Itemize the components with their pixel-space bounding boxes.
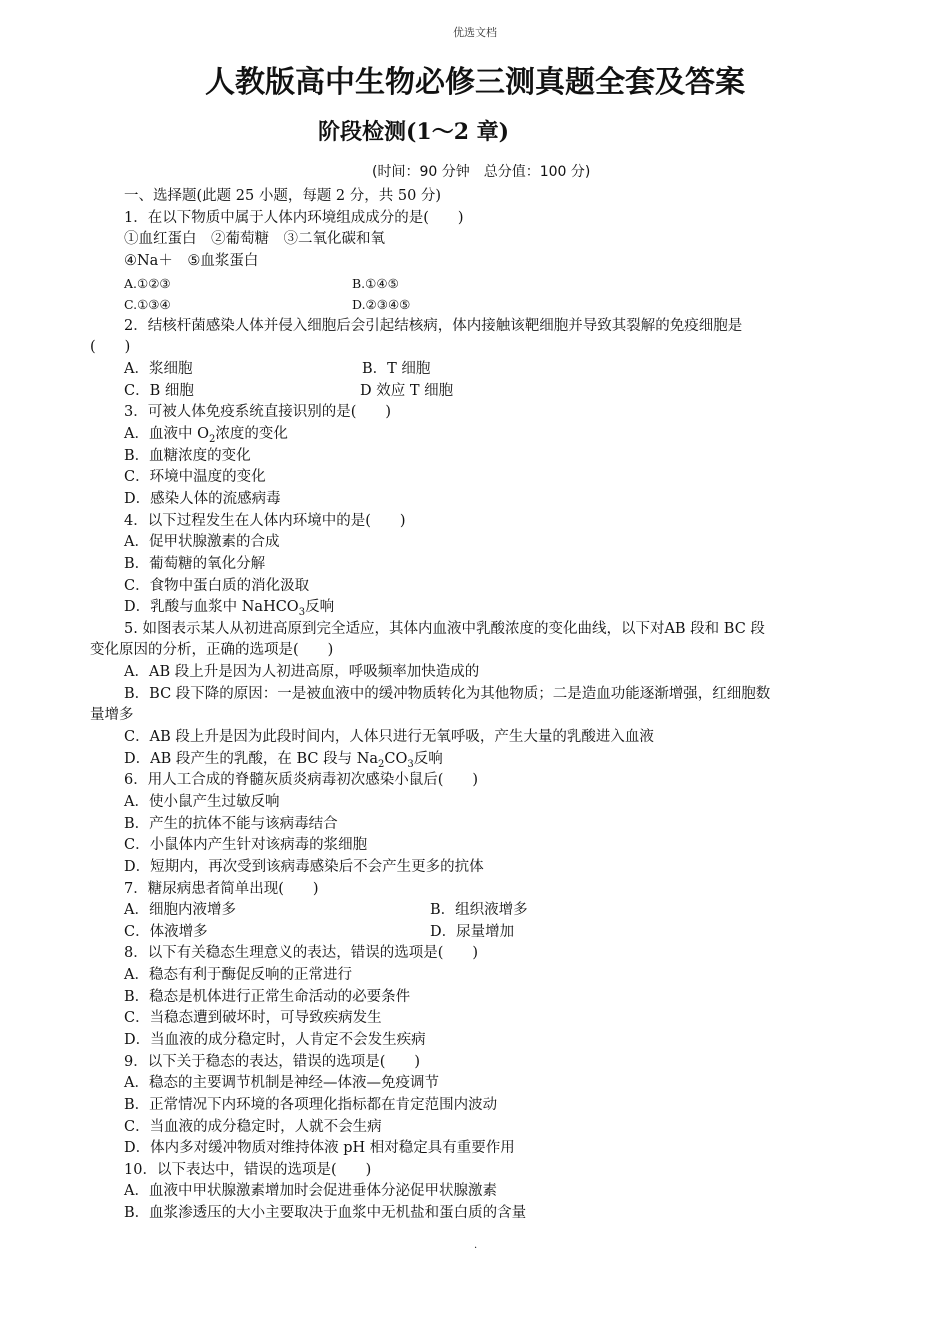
option-c: C．B 细胞 xyxy=(124,382,194,399)
question-9-stem: 9．以下关于稳态的表达，错误的选项是( ) xyxy=(124,1053,421,1070)
question-8-stem: 8．以下有关稳态生理意义的表达，错误的选项是( ) xyxy=(124,945,479,962)
option-c: C．食物中蛋白质的消化汲取 xyxy=(124,577,310,594)
option-d: D 效应 T 细胞 xyxy=(360,382,454,399)
sub-title: 阶段检测(1～2 章) xyxy=(318,119,510,145)
exam-meta: (时间：90 分钟 总分值：100 分) xyxy=(372,164,591,180)
option-a-text: A．血液中 O xyxy=(124,426,209,443)
question-6-stem: 6．用人工合成的脊髓灰质炎病毒初次感染小鼠后( ) xyxy=(124,772,479,789)
option-b: B．T 细胞 xyxy=(362,361,431,378)
question-1-items: ④Na＋ ⑤血浆蛋白 xyxy=(124,252,259,269)
option-b: B．血糖浓度的变化 xyxy=(124,447,251,464)
option-a: A．促甲状腺激素的合成 xyxy=(124,534,280,551)
option-b: B．BC 段下降的原因：一是被血液中的缓冲物质转化为其他物质；二是造血功能逐渐增强，红细胞数 xyxy=(124,685,771,702)
option-c: C．当稳态遭到破坏时，可导致疾病发生 xyxy=(124,1010,382,1027)
option-b-cont: 量增多 xyxy=(90,707,134,724)
option-d-text: D．乳酸与血浆中 NaHCO xyxy=(124,599,299,616)
question-2-stem-cont: ( ) xyxy=(90,339,131,356)
header-note: 优选文档 xyxy=(453,26,497,39)
option-d: D．尿量增加 xyxy=(430,923,515,940)
question-2-options-row xyxy=(90,381,880,403)
option-c: C．AB 段上升是因为此段时间内，人体只进行无氧呼吸，产生大量的乳酸进入血液 xyxy=(124,729,654,746)
option-d-text: CO xyxy=(384,750,408,767)
question-2-options-row xyxy=(90,359,880,381)
option-c: C．环境中温度的变化 xyxy=(124,469,266,486)
option-d: D．感染人体的流感病毒 xyxy=(124,490,281,507)
subscript: 2 xyxy=(208,433,216,445)
option-d xyxy=(90,749,880,771)
option-a: A．使小鼠产生过敏反响 xyxy=(124,793,280,810)
option-d-text: D．AB 段产生的乳酸，在 BC 段与 Na xyxy=(124,750,379,767)
question-7-options-row xyxy=(90,922,880,944)
option-d: D.②③④⑤ xyxy=(352,297,411,313)
option-a: A．细胞内液增多 xyxy=(124,902,236,919)
option-d-text: 反响 xyxy=(305,599,335,616)
question-7-options-row xyxy=(90,900,880,922)
question-7-stem: 7．糖尿病患者简单出现( ) xyxy=(124,880,319,897)
option-c: C．当血液的成分稳定时，人就不会生病 xyxy=(124,1118,382,1135)
option-c: C．小鼠体内产生针对该病毒的浆细胞 xyxy=(124,837,368,854)
question-2-stem: 2．结核杆菌感染人体并侵入细胞后会引起结核病，体内接触该靶细胞并导致其裂解的免疫细胞是 xyxy=(124,317,743,334)
option-a: A．浆细胞 xyxy=(124,361,193,378)
option-a: A．血液中甲状腺激素增加时会促进垂体分泌促甲状腺激素 xyxy=(124,1183,497,1200)
question-5-stem: 5. 如图表示某人从初进高原到完全适应，其体内血液中乳酸浓度的变化曲线，以下对AB 段和 BC 段 xyxy=(124,620,765,637)
main-title: 人教版高中生物必修三测真题全套及答案 xyxy=(205,65,745,100)
option-d: D．当血液的成分稳定时，人肯定不会发生疾病 xyxy=(124,1031,426,1048)
option-a: A．AB 段上升是因为人初进高原，呼吸频率加快造成的 xyxy=(124,664,480,681)
footer-mark: . xyxy=(474,1240,478,1251)
question-1-options-row xyxy=(90,294,880,316)
option-d xyxy=(90,597,880,619)
option-a xyxy=(90,424,880,446)
subscript: 3 xyxy=(298,607,306,619)
subscript: 3 xyxy=(407,758,414,770)
option-a: A.①②③ xyxy=(124,275,171,291)
question-3-stem: 3．可被人体免疫系统直接识别的是( ) xyxy=(124,404,392,421)
question-1-options-row xyxy=(90,273,880,295)
option-b: B．葡萄糖的氧化分解 xyxy=(124,555,266,572)
question-10-stem: 10．以下表达中，错误的选项是( ) xyxy=(124,1161,372,1178)
section-heading: 一、选择题(此题 25 小题，每题 2 分，共 50 分) xyxy=(124,188,442,204)
option-d: D．短期内，再次受到该病毒感染后不会产生更多的抗体 xyxy=(124,858,484,875)
question-1-stem: 1．在以下物质中属于人体内环境组成成分的是( ) xyxy=(124,209,464,226)
option-b: B．正常情况下内环境的各项理化指标都在肯定范围内波动 xyxy=(124,1096,498,1113)
question-5-stem-cont: 变化原因的分析，正确的选项是( ) xyxy=(90,642,334,659)
option-a: A．稳态有利于酶促反响的正常进行 xyxy=(124,967,352,984)
question-4-stem: 4．以下过程发生在人体内环境中的是( ) xyxy=(124,512,406,529)
option-c: C．体液增多 xyxy=(124,923,208,940)
option-d: D．体内多对缓冲物质对维持体液 pH 相对稳定具有重要作用 xyxy=(124,1140,515,1157)
subscript: 2 xyxy=(378,758,385,770)
option-b: B．血浆渗透压的大小主要取决于血浆中无机盐和蛋白质的含量 xyxy=(124,1205,527,1222)
option-b: B．稳态是机体进行正常生命活动的必要条件 xyxy=(124,988,411,1005)
question-1-items: ①血红蛋白 ②葡萄糖 ③二氧化碳和氧 xyxy=(124,231,385,248)
option-c: C.①③④ xyxy=(124,297,171,313)
option-b: B．组织液增多 xyxy=(430,902,528,919)
question-content xyxy=(90,186,880,1225)
option-a: A．稳态的主要调节机制是神经—体液—免疫调节 xyxy=(124,1075,439,1092)
option-b: B.①④⑤ xyxy=(352,275,399,291)
option-b: B．产生的抗体不能与该病毒结合 xyxy=(124,815,338,832)
option-d-text: 反响 xyxy=(413,750,443,767)
option-a-text: 浓度的变化 xyxy=(215,426,288,443)
